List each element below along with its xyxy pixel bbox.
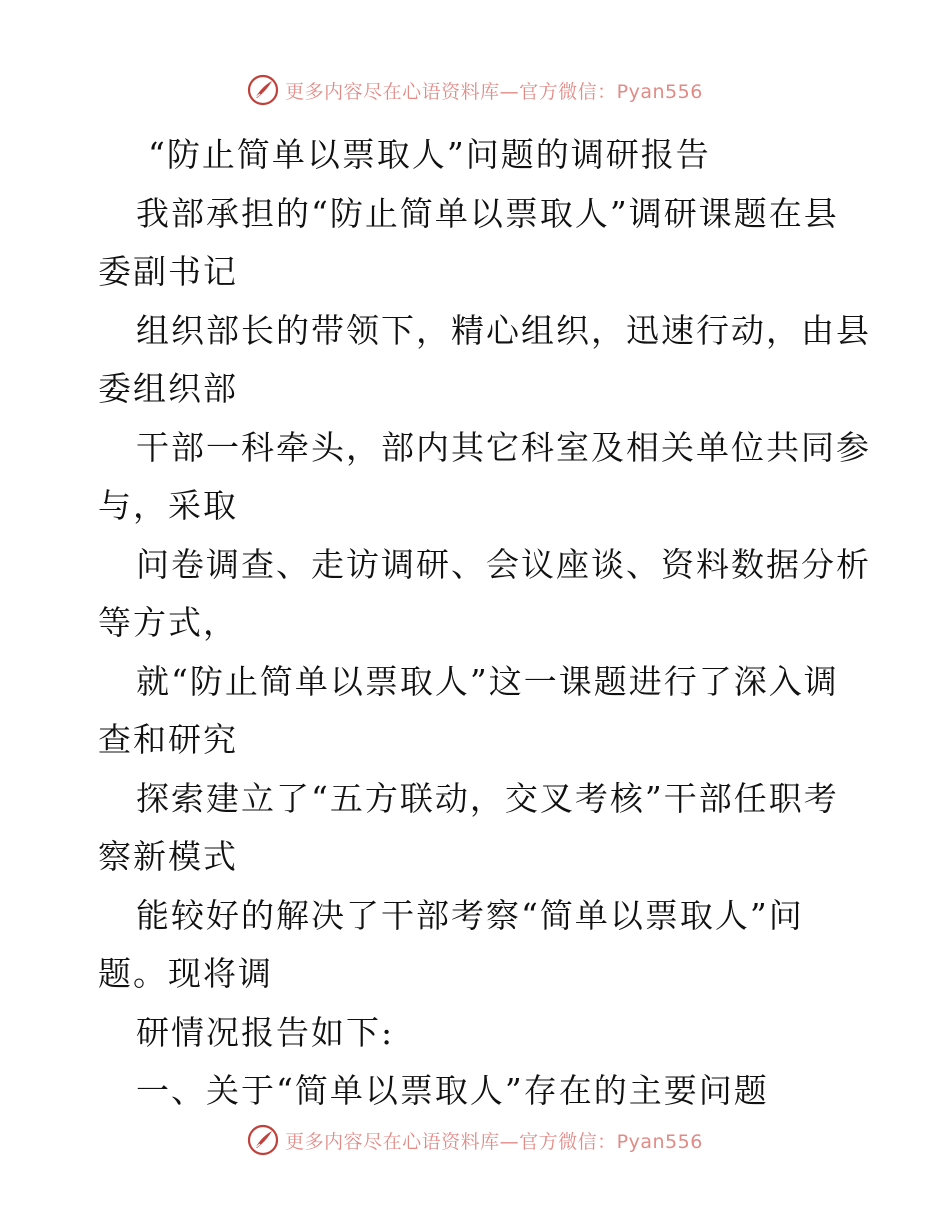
document-lines xyxy=(98,185,871,1121)
paragraph-line: 组织部长的带领下，精心组织，迅速行动，由县 xyxy=(136,310,871,350)
paragraph-line: 题。现将调 xyxy=(98,954,273,993)
footer-watermark xyxy=(0,1122,950,1158)
header-watermark xyxy=(0,72,950,108)
paragraph-line: 干部一科牵头，部内其它科室及相关单位共同参 xyxy=(136,427,871,467)
document-body xyxy=(98,126,871,1121)
paragraph-line: 察新模式 xyxy=(98,837,238,876)
paragraph-line: 委组织部 xyxy=(98,369,238,408)
watermark-text: 更多内容尽在心语资料库—官方微信：Pyan556 xyxy=(285,1130,703,1153)
document-title: “防止简单以票取人”问题的调研报告 xyxy=(148,135,711,174)
quill-pen-circle-icon xyxy=(247,74,279,106)
paragraph-line: 研情况报告如下: xyxy=(136,1012,395,1052)
paragraph-line: 探索建立了“五方联动，交叉考核”干部任职考 xyxy=(136,778,839,818)
paragraph-line: 就“防止简单以票取人”这一课题进行了深入调 xyxy=(136,661,839,701)
paragraph-line: 查和研究 xyxy=(98,720,238,759)
paragraph-line: 委副书记 xyxy=(98,252,238,291)
paragraph-line: 与，采取 xyxy=(98,486,238,525)
paragraph-line: 能较好的解决了干部考察“简单以票取人”问 xyxy=(136,895,804,935)
quill-pen-circle-icon xyxy=(247,1124,279,1156)
watermark-text: 更多内容尽在心语资料库—官方微信：Pyan556 xyxy=(285,80,703,103)
paragraph-line: 我部承担的“防止简单以票取人”调研课题在县 xyxy=(136,193,839,233)
watermark-group xyxy=(247,74,703,106)
paragraph-line: 一、关于“简单以票取人”存在的主要问题 xyxy=(136,1071,769,1110)
paragraph-line: 等方式， xyxy=(98,603,238,642)
paragraph-line: 问卷调查、走访调研、会议座谈、资料数据分析 xyxy=(136,544,871,584)
watermark-group xyxy=(247,1124,703,1156)
